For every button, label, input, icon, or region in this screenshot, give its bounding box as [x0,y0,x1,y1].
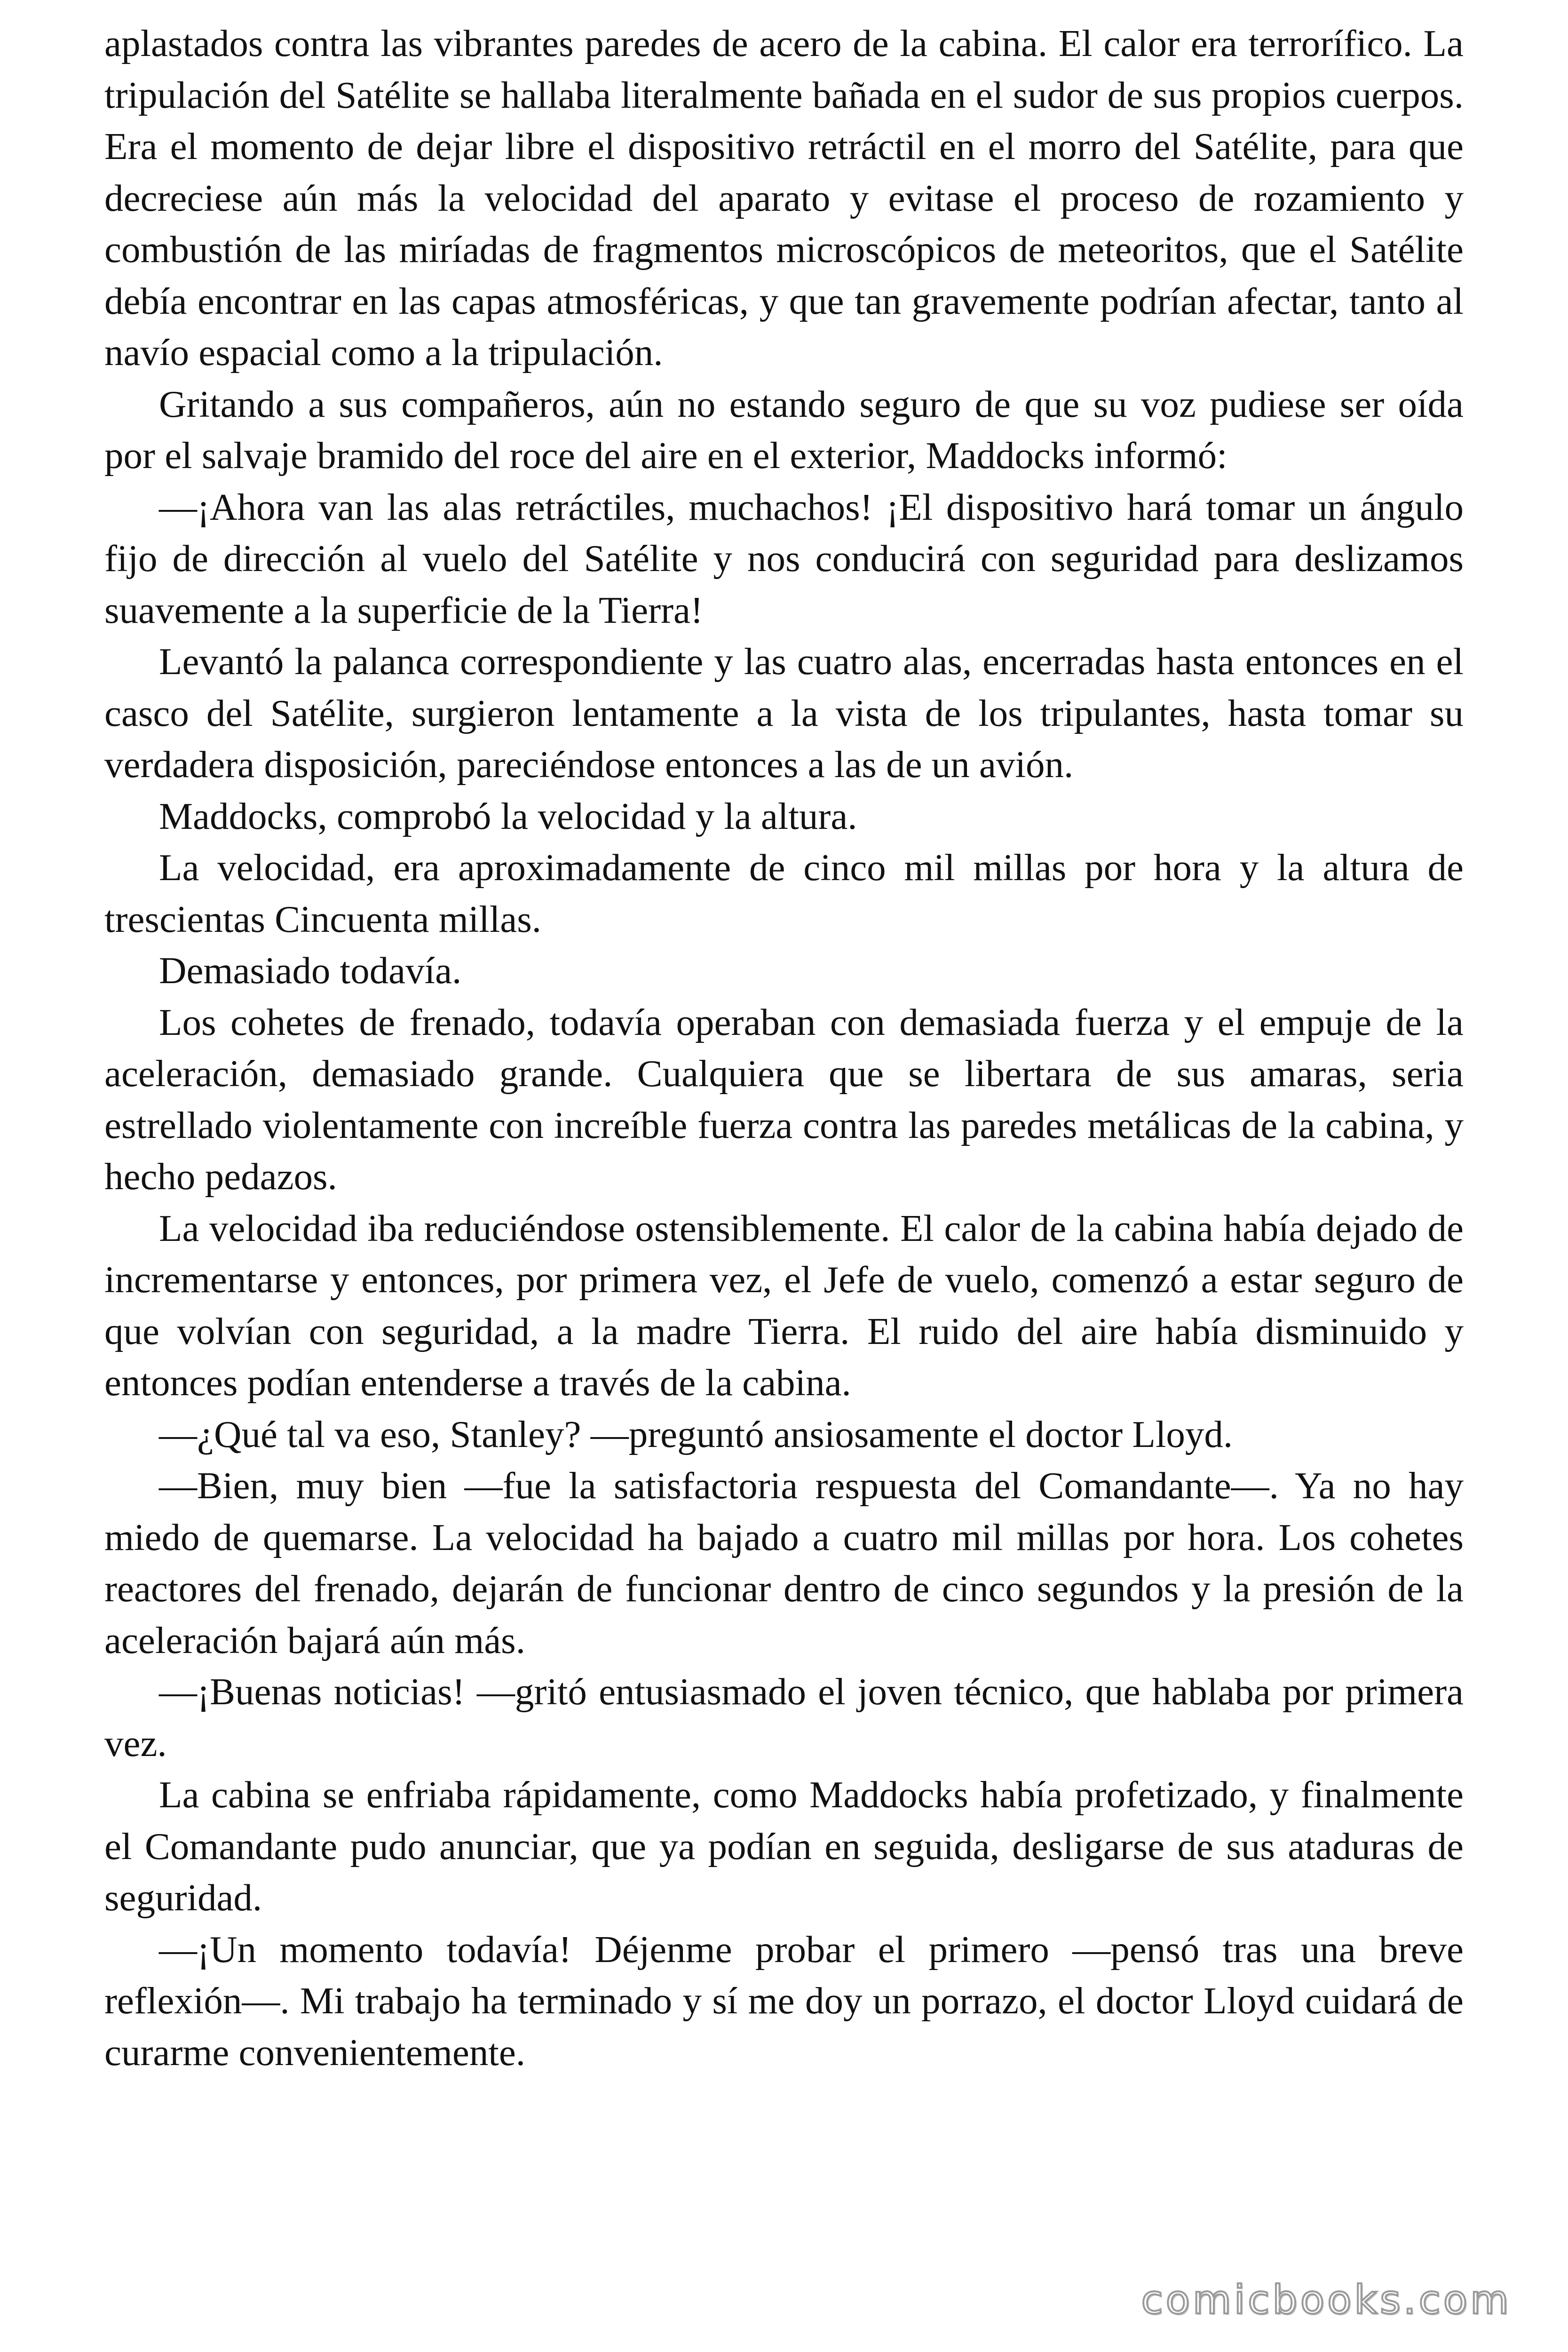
paragraph: Gritando a sus compañeros, aún no estando seguro de que su voz pudiese ser oída por el salvaje bramido del roce del aire en el exterior, Maddocks informó: [104,382,1464,477]
paragraph: —¡Buenas noticias! —gritó entusiasmado el joven técnico, que hablaba por primera vez. [104,1670,1464,1764]
watermark: comicbooks.com [1141,2277,1512,2323]
paragraph: —Bien, muy bien —fue la satisfactoria respuesta del Comandante—. Ya no hay miedo de quemarse. La velocidad ha bajado a cuatro mil millas por hora. Los cohetes reactores del frenado, dejarán de funcionar dentro de cinco segundos y la presión de la aceleración bajará aún más. [104,1464,1464,1661]
document-page [104,18,1464,2078]
paragraph: —¡Ahora van las alas retráctiles, muchachos! ¡El dispositivo hará tomar un ángulo fijo de dirección al vuelo del Satélite y nos conducirá con seguridad para deslizamos suavemente a la superficie de la Tierra! [104,485,1464,631]
paragraph: La cabina se enfriaba rápidamente, como Maddocks había profetizado, y finalmente el Comandante pudo anunciar, que ya podían en seguida, desligarse de sus ataduras de seguridad. [104,1773,1464,1919]
paragraph: La velocidad, era aproximadamente de cinco mil millas por hora y la altura de trescientas Cincuenta millas. [104,846,1464,940]
paragraph: Maddocks, comprobó la velocidad y la altura. [159,795,857,837]
paragraph: Demasiado todavía. [159,949,462,992]
paragraph: —¿Qué tal va eso, Stanley? —preguntó ansiosamente el doctor Lloyd. [159,1413,1233,1455]
paragraph: Los cohetes de frenado, todavía operaban con demasiada fuerza y el empuje de la aceleración, demasiado grande. Cualquiera que se libertara de sus amaras, seria estrellado violentamente con increíble fuerza contra las paredes metálicas de la cabina, y hecho pedazos. [104,1001,1464,1198]
paragraph: aplastados contra las vibrantes paredes de acero de la cabina. El calor era terrorífico. La tripulación del Satélite se hallaba literalmente bañada en el sudor de sus propios cuerpos. Era el momento de dejar libre el dispositivo retráctil en el morro del Satélite, para que decreciese aún más la velocidad del aparato y evitase el proceso de rozamiento y combustión de las miríadas de fragmentos microscópicos de meteoritos, que el Satélite debía encontrar en las capas atmosféricas, y que tan gravemente podrían afectar, tanto al navío espacial como a la tripulación. [104,22,1464,373]
paragraph: La velocidad iba reduciéndose ostensiblemente. El calor de la cabina había dejado de incrementarse y entonces, por primera vez, el Jefe de vuelo, comenzó a estar seguro de que volvían con seguridad, a la madre Tierra. El ruido del aire había disminuido y entonces podían entenderse a través de la cabina. [104,1207,1464,1404]
paragraph: Levantó la palanca correspondiente y las cuatro alas, encerradas hasta entonces en el casco del Satélite, surgieron lentamente a la vista de los tripulantes, hasta tomar su verdadera disposición, pareciéndose entonces a las de un avión. [104,640,1464,786]
paragraph: —¡Un momento todavía! Déjenme probar el primero —pensó tras una breve reflexión—. Mi trabajo ha terminado y sí me doy un porrazo, el doctor Lloyd cuidará de curarme convenientemente. [104,1928,1464,2074]
